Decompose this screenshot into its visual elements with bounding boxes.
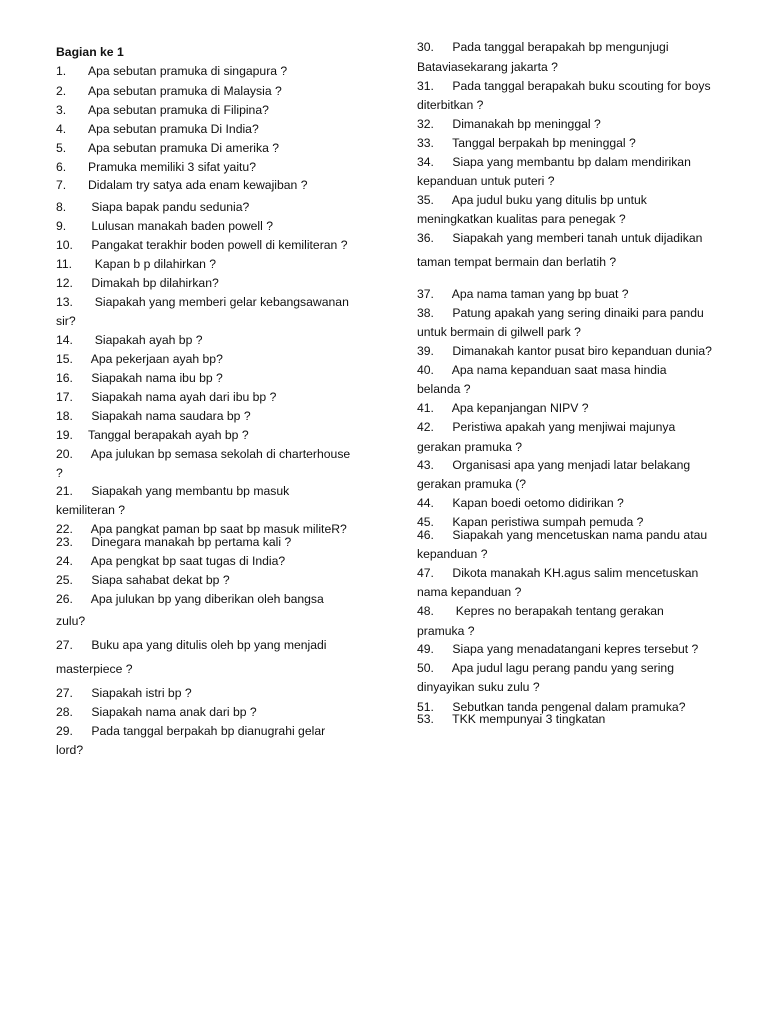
- question-number: 12.: [56, 276, 73, 290]
- question-text: Dikota manakah KH.agus salim mencetuskan: [449, 566, 699, 580]
- question-text: Apa pekerjaan ayah bp?: [88, 352, 223, 366]
- question-text: Apa sebutan pramuka di singapura ?: [88, 64, 288, 78]
- question-number: 17.: [56, 390, 73, 404]
- question-number: 8.: [56, 200, 67, 214]
- question-number: 45.: [417, 515, 434, 529]
- question-text-continued: nama kepanduan ?: [417, 585, 522, 599]
- question-text: Apa sebutan pramuka di Malaysia ?: [88, 84, 282, 98]
- question-text-continued: kemiliteran ?: [56, 503, 126, 517]
- question-text: Didalam try satya ada enam kewajiban ?: [88, 178, 308, 192]
- question-number: 49.: [417, 642, 434, 656]
- question-text-continued: untuk bermain di gilwell park ?: [417, 325, 581, 339]
- question-number: 41.: [417, 401, 434, 415]
- question-text: Apa nama kepanduan saat masa hindia: [449, 363, 667, 377]
- question-text-continued: sir?: [56, 314, 76, 328]
- question-text: Apa sebutan pramuka di Filipina?: [88, 103, 269, 117]
- question-text: Dimakah bp dilahirkan?: [88, 276, 219, 290]
- section-heading: Bagian ke 1: [56, 45, 124, 59]
- question-number: 4.: [56, 122, 67, 136]
- question-number: 7.: [56, 178, 67, 192]
- question-text: Pada tanggal berpakah bp dianugrahi gelar: [88, 724, 326, 738]
- question-number: 24.: [56, 554, 73, 568]
- question-number: 23.: [56, 535, 73, 549]
- question-number: 40.: [417, 363, 434, 377]
- question-number: 2.: [56, 84, 67, 98]
- question-text: Kapan boedi oetomo didirikan ?: [449, 496, 624, 510]
- question-number: 48.: [417, 604, 434, 618]
- question-text: Apa judul lagu perang pandu yang sering: [449, 661, 674, 675]
- question-text: Apa sebutan pramuka Di amerika ?: [88, 141, 280, 155]
- question-number: 53.: [417, 712, 434, 726]
- question-text: Apa sebutan pramuka Di India?: [88, 122, 259, 136]
- question-number: 30.: [417, 40, 434, 54]
- question-text: Kapan b p dilahirkan ?: [88, 257, 217, 271]
- question-number: 6.: [56, 160, 67, 174]
- question-text-continued: belanda ?: [417, 382, 471, 396]
- question-text: Tanggal berpakah bp meninggal ?: [449, 136, 636, 150]
- question-text: Pada tanggal berapakah bp mengunjugi: [449, 40, 669, 54]
- question-text-continued: pramuka ?: [417, 624, 475, 638]
- question-number: 36.: [417, 231, 434, 245]
- question-text: Apa pengkat bp saat tugas di India?: [88, 554, 286, 568]
- question-number: 1.: [56, 64, 67, 78]
- question-text: Siapakah nama anak dari bp ?: [88, 705, 257, 719]
- question-number: 13.: [56, 295, 73, 309]
- question-text: Siapakah yang memberi tanah untuk dijadikan: [449, 231, 703, 245]
- question-text: Buku apa yang ditulis oleh bp yang menjadi: [88, 638, 327, 652]
- question-number: 43.: [417, 458, 434, 472]
- question-number: 37.: [417, 287, 434, 301]
- question-text-continued: lord?: [56, 743, 84, 757]
- question-number: 51.: [417, 700, 434, 714]
- question-number: 34.: [417, 155, 434, 169]
- question-text-continued: dinyayikan suku zulu ?: [417, 680, 540, 694]
- question-text: Apa julukan bp semasa sekolah di charterhouse: [88, 447, 351, 461]
- question-text: Dimanakah kantor pusat biro kepanduan dunia?: [449, 344, 712, 358]
- question-text: Sebutkan tanda pengenal dalam pramuka?: [449, 700, 686, 714]
- question-text: Siapakah yang memberi gelar kebangsawanan: [88, 295, 349, 309]
- question-text: Siapakah yang mencetuskan nama pandu atau: [449, 528, 708, 542]
- question-text: Siapakah nama saudara bp ?: [88, 409, 251, 423]
- question-text: Siapakah nama ibu bp ?: [88, 371, 223, 385]
- question-text: Pramuka memiliki 3 sifat yaitu?: [88, 160, 256, 174]
- question-number: 11.: [56, 257, 73, 271]
- question-number: 47.: [417, 566, 434, 580]
- question-text: Dimanakah bp meninggal ?: [449, 117, 601, 131]
- question-number: 26.: [56, 592, 73, 606]
- question-text: Siapa yang menadatangani kepres tersebut ?: [449, 642, 699, 656]
- question-text: Peristiwa apakah yang menjiwai majunya: [449, 420, 676, 434]
- question-text: Kepres no berapakah tentang gerakan: [449, 604, 664, 618]
- question-number: 10.: [56, 238, 73, 252]
- question-text: Pangakat terakhir boden powell di kemiliteran ?: [88, 238, 348, 252]
- question-number: 14.: [56, 333, 73, 347]
- question-number: 3.: [56, 103, 67, 117]
- question-number: 32.: [417, 117, 434, 131]
- question-number: 46.: [417, 528, 434, 542]
- question-number: 31.: [417, 79, 434, 93]
- question-text-continued: taman tempat bermain dan berlatih ?: [417, 255, 617, 269]
- question-text: Siapakah ayah bp ?: [88, 333, 203, 347]
- question-text: Siapakah istri bp ?: [88, 686, 192, 700]
- question-number: 5.: [56, 141, 67, 155]
- question-number: 15.: [56, 352, 73, 366]
- question-number: 28.: [56, 705, 73, 719]
- question-text: Siapa bapak pandu sedunia?: [88, 200, 250, 214]
- question-number: 22.: [56, 522, 73, 536]
- question-number: 29.: [56, 724, 73, 738]
- question-text-continued: meningkatkan kualitas para penegak ?: [417, 212, 626, 226]
- question-text: Apa julukan bp yang diberikan oleh bangsa: [88, 592, 324, 606]
- question-text: Tanggal berapakah ayah bp ?: [88, 428, 249, 442]
- question-text-continued: ?: [56, 466, 63, 480]
- question-text: Siapa sahabat dekat bp ?: [88, 573, 230, 587]
- question-number: 27.: [56, 638, 73, 652]
- question-number: 44.: [417, 496, 434, 510]
- question-number: 9.: [56, 219, 67, 233]
- question-number: 18.: [56, 409, 73, 423]
- question-text: TKK mempunyai 3 tingkatan: [449, 712, 606, 726]
- question-number: 21.: [56, 484, 73, 498]
- question-number: 33.: [417, 136, 434, 150]
- question-text: Lulusan manakah baden powell ?: [88, 219, 273, 233]
- question-text-continued: kepanduan untuk puteri ?: [417, 174, 555, 188]
- question-number: 20.: [56, 447, 73, 461]
- question-text: Pada tanggal berapakah buku scouting for boys: [449, 79, 711, 93]
- question-number: 25.: [56, 573, 73, 587]
- question-text: Apa judul buku yang ditulis bp untuk: [449, 193, 647, 207]
- question-text-continued: kepanduan ?: [417, 547, 488, 561]
- question-text: Organisasi apa yang menjadi latar belakang: [449, 458, 691, 472]
- question-text: Apa nama taman yang bp buat ?: [449, 287, 629, 301]
- question-number: 19.: [56, 428, 73, 442]
- question-text-continued: gerakan pramuka (?: [417, 477, 527, 491]
- question-text: Apa kepanjangan NIPV ?: [449, 401, 589, 415]
- question-number: 35.: [417, 193, 434, 207]
- question-number: 27.: [56, 686, 73, 700]
- question-text: Siapa yang membantu bp dalam mendirikan: [449, 155, 691, 169]
- question-text: Siapakah nama ayah dari ibu bp ?: [88, 390, 277, 404]
- question-text: Dinegara manakah bp pertama kali ?: [88, 535, 292, 549]
- question-text: Patung apakah yang sering dinaiki para pandu: [449, 306, 704, 320]
- question-number: 50.: [417, 661, 434, 675]
- question-number: 16.: [56, 371, 73, 385]
- question-text: Kapan peristiwa sumpah pemuda ?: [449, 515, 644, 529]
- question-text: Apa pangkat paman bp saat bp masuk militeR?: [88, 522, 347, 536]
- question-text-continued: gerakan pramuka ?: [417, 440, 523, 454]
- question-text-continued: diterbitkan ?: [417, 98, 484, 112]
- question-text-continued: zulu?: [56, 614, 86, 628]
- question-text-continued: Bataviasekarang jakarta ?: [417, 60, 558, 74]
- question-text-continued: masterpiece ?: [56, 662, 133, 676]
- question-number: 42.: [417, 420, 434, 434]
- question-number: 39.: [417, 344, 434, 358]
- question-text: Siapakah yang membantu bp masuk: [88, 484, 290, 498]
- question-number: 38.: [417, 306, 434, 320]
